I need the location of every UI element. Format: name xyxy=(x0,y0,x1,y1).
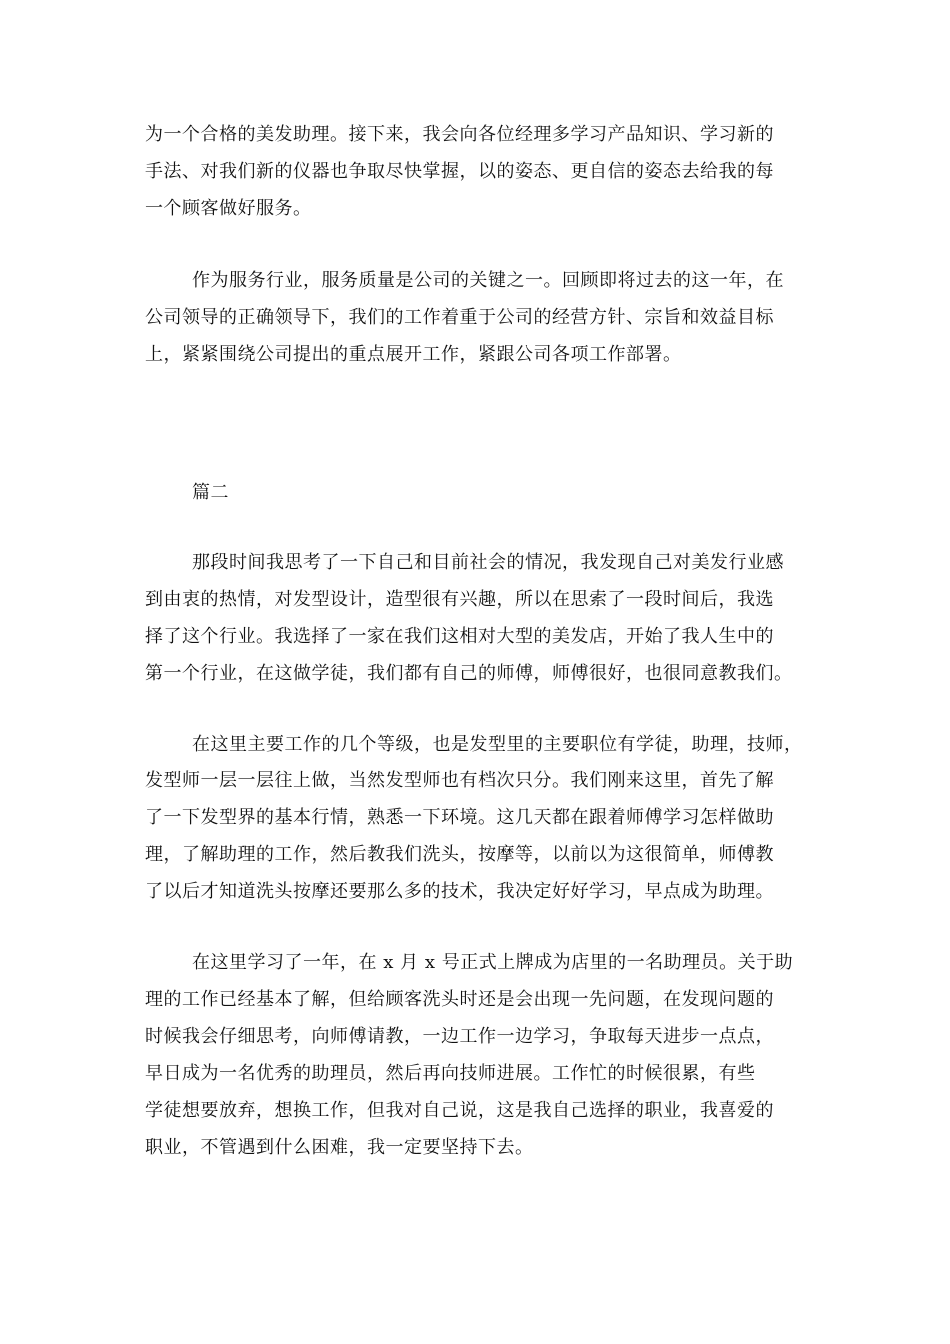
paragraph-4-line-2: 发型师一层一层往上做，当然发型师也有档次只分。我们刚来这里，首先了解 xyxy=(145,770,774,791)
paragraph-3-line-3: 择了这个行业。我选择了一家在我们这相对大型的美发店，开始了我人生中的 xyxy=(145,626,774,647)
paragraph-5-line-5: 学徒想要放弃，想换工作，但我对自己说，这是我自己选择的职业，我喜爱的 xyxy=(145,1100,774,1121)
paragraph-5-line-1: 在这里学习了一年，在 x 月 x 号正式上牌成为店里的一名助理员。关于助 xyxy=(192,952,794,973)
paragraph-1-line-1: 为一个合格的美发助理。接下来，我会向各位经理多学习产品知识、学习新的 xyxy=(145,124,774,145)
section-heading: 篇二 xyxy=(192,482,229,503)
paragraph-5-line-4: 早日成为一名优秀的助理员，然后再向技师进展。工作忙的时候很累，有些 xyxy=(145,1063,756,1084)
paragraph-3-line-2: 到由衷的热情，对发型设计，造型很有兴趣，所以在思索了一段时间后，我选 xyxy=(145,589,774,610)
paragraph-3-line-1: 那段时间我思考了一下自己和目前社会的情况，我发现自己对美发行业感 xyxy=(192,552,784,573)
paragraph-2-line-1: 作为服务行业，服务质量是公司的关键之一。回顾即将过去的这一年，在 xyxy=(192,270,784,291)
paragraph-5-line-3: 时候我会仔细思考，向师傅请教，一边工作一边学习，争取每天进步一点点， xyxy=(145,1026,774,1047)
paragraph-4-line-4: 理，了解助理的工作，然后教我们洗头，按摩等，以前以为这很简单，师傅教 xyxy=(145,844,774,865)
paragraph-1-line-3: 一个顾客做好服务。 xyxy=(145,198,312,219)
paragraph-4-line-1: 在这里主要工作的几个等级，也是发型里的主要职位有学徒，助理，技师， xyxy=(192,734,803,755)
paragraph-2-line-2: 公司领导的正确领导下，我们的工作着重于公司的经营方针、宗旨和效益目标 xyxy=(145,307,774,328)
paragraph-5-line-2: 理的工作已经基本了解，但给顾客洗头时还是会出现一先问题，在发现问题的 xyxy=(145,989,774,1010)
paragraph-2-line-3: 上，紧紧围绕公司提出的重点展开工作，紧跟公司各项工作部署。 xyxy=(145,344,682,365)
paragraph-3-line-4: 第一个行业，在这做学徒，我们都有自己的师傅，师傅很好，也很同意教我们。 xyxy=(145,663,793,684)
paragraph-5-line-6: 职业，不管遇到什么困难，我一定要坚持下去。 xyxy=(145,1137,534,1158)
paragraph-4-line-3: 了一下发型界的基本行情，熟悉一下环境。这几天都在跟着师傅学习怎样做助 xyxy=(145,807,774,828)
paragraph-4-line-5: 了以后才知道洗头按摩还要那么多的技术，我决定好好学习，早点成为助理。 xyxy=(145,881,774,902)
paragraph-1-line-2: 手法、对我们新的仪器也争取尽快掌握，以的姿态、更自信的姿态去给我的每 xyxy=(145,161,774,182)
